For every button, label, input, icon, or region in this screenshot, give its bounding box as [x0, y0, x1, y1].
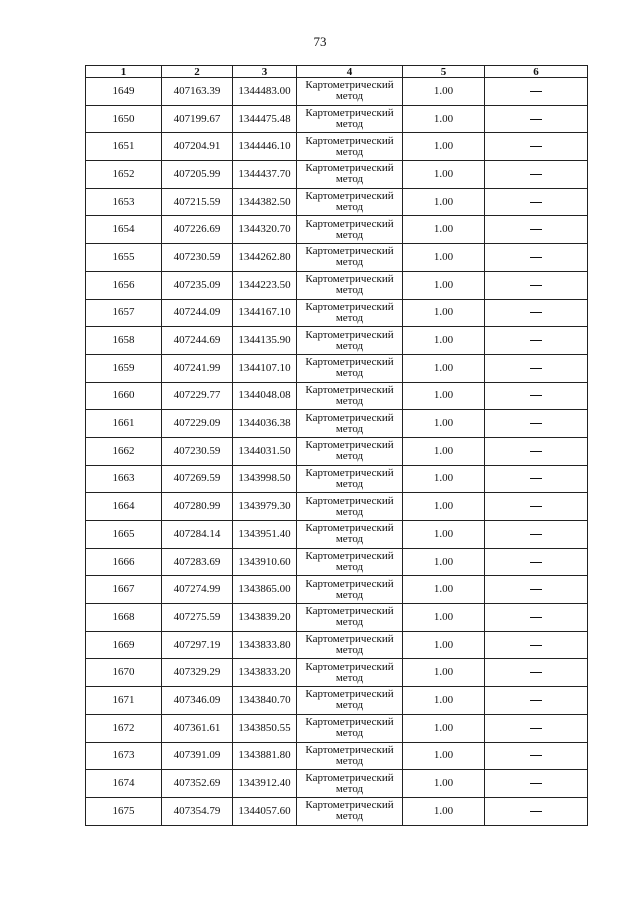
table-row	[86, 161, 588, 189]
method-line-1: Картометрический	[305, 162, 394, 175]
method-line-1: Картометрический	[305, 411, 394, 424]
description-cell	[485, 216, 588, 244]
dash-mark	[530, 395, 542, 396]
table-row	[86, 188, 588, 216]
description-cell	[485, 714, 588, 742]
method-line-2: метод	[335, 616, 364, 629]
point-number: 1650	[86, 105, 162, 133]
coordinate-x: 407230.59	[162, 244, 233, 272]
dash-mark	[530, 423, 542, 424]
coordinate-y: 1343998.50	[233, 465, 297, 493]
column-header-4: 4	[297, 66, 403, 78]
table-row	[86, 410, 588, 438]
point-number: 1652	[86, 161, 162, 189]
coordinate-y: 1343910.60	[233, 548, 297, 576]
method-cell	[297, 631, 403, 659]
coordinate-x: 407244.09	[162, 299, 233, 327]
method-cell	[297, 410, 403, 438]
point-number: 1675	[86, 797, 162, 825]
coordinate-x: 407280.99	[162, 493, 233, 521]
coordinate-x: 407244.69	[162, 327, 233, 355]
coordinate-y: 1344223.50	[233, 271, 297, 299]
method-line-1: Картометрический	[305, 688, 394, 701]
column-header-2: 2	[162, 66, 233, 78]
accuracy-value: 1.00	[403, 631, 485, 659]
accuracy-value: 1.00	[403, 216, 485, 244]
method-line-2: метод	[335, 644, 364, 657]
description-cell	[485, 631, 588, 659]
dash-mark	[530, 202, 542, 203]
method-line-1: Картометрический	[305, 522, 394, 535]
method-line-2: метод	[335, 450, 364, 463]
point-number: 1667	[86, 576, 162, 604]
coordinate-y: 1344057.60	[233, 797, 297, 825]
dash-mark	[530, 368, 542, 369]
dash-mark	[530, 229, 542, 230]
method-line-1: Картометрический	[305, 439, 394, 452]
coordinate-x: 407269.59	[162, 465, 233, 493]
accuracy-value: 1.00	[403, 770, 485, 798]
point-number: 1656	[86, 271, 162, 299]
point-number: 1672	[86, 714, 162, 742]
coordinate-y: 1344262.80	[233, 244, 297, 272]
point-number: 1661	[86, 410, 162, 438]
method-line-2: метод	[335, 284, 364, 297]
coordinate-x: 407163.39	[162, 78, 233, 106]
coordinate-x: 407275.59	[162, 604, 233, 632]
method-line-2: метод	[335, 754, 364, 767]
method-line-2: метод	[335, 727, 364, 740]
method-line-2: метод	[335, 533, 364, 546]
coordinate-x: 407274.99	[162, 576, 233, 604]
accuracy-value: 1.00	[403, 78, 485, 106]
dash-mark	[530, 811, 542, 812]
coordinate-y: 1343833.80	[233, 631, 297, 659]
method-line-1: Картометрический	[305, 300, 394, 313]
method-line-1: Картометрический	[305, 245, 394, 258]
point-number: 1669	[86, 631, 162, 659]
description-cell	[485, 604, 588, 632]
method-cell	[297, 105, 403, 133]
accuracy-value: 1.00	[403, 576, 485, 604]
description-cell	[485, 521, 588, 549]
point-number: 1671	[86, 687, 162, 715]
column-header-6: 6	[485, 66, 588, 78]
accuracy-value: 1.00	[403, 604, 485, 632]
coordinate-x: 407352.69	[162, 770, 233, 798]
table-row	[86, 493, 588, 521]
method-cell	[297, 521, 403, 549]
coordinate-y: 1343865.00	[233, 576, 297, 604]
method-cell	[297, 327, 403, 355]
method-line-1: Картометрический	[305, 743, 394, 756]
dash-mark	[530, 91, 542, 92]
table-row	[86, 327, 588, 355]
description-cell	[485, 576, 588, 604]
method-line-1: Картометрический	[305, 273, 394, 286]
dash-mark	[530, 119, 542, 120]
table-row	[86, 548, 588, 576]
description-cell	[485, 770, 588, 798]
accuracy-value: 1.00	[403, 797, 485, 825]
method-line-2: метод	[335, 339, 364, 352]
dash-mark	[530, 783, 542, 784]
table-row	[86, 216, 588, 244]
point-number: 1658	[86, 327, 162, 355]
accuracy-value: 1.00	[403, 161, 485, 189]
method-line-1: Картометрический	[305, 79, 394, 92]
coordinate-x: 407284.14	[162, 521, 233, 549]
accuracy-value: 1.00	[403, 244, 485, 272]
method-line-2: метод	[335, 201, 364, 214]
method-line-2: метод	[335, 311, 364, 324]
description-cell	[485, 133, 588, 161]
method-line-2: метод	[335, 367, 364, 380]
method-cell	[297, 604, 403, 632]
method-line-2: метод	[335, 505, 364, 518]
coordinate-x: 407235.09	[162, 271, 233, 299]
accuracy-value: 1.00	[403, 105, 485, 133]
description-cell	[485, 271, 588, 299]
description-cell	[485, 161, 588, 189]
method-cell	[297, 493, 403, 521]
accuracy-value: 1.00	[403, 714, 485, 742]
coordinate-x: 407226.69	[162, 216, 233, 244]
method-cell	[297, 742, 403, 770]
table-row	[86, 770, 588, 798]
point-number: 1663	[86, 465, 162, 493]
header-row	[86, 66, 588, 78]
coordinate-y: 1344446.10	[233, 133, 297, 161]
table-row	[86, 133, 588, 161]
point-number: 1655	[86, 244, 162, 272]
method-line-2: метод	[335, 699, 364, 712]
description-cell	[485, 548, 588, 576]
column-header-1: 1	[86, 66, 162, 78]
description-cell	[485, 465, 588, 493]
accuracy-value: 1.00	[403, 410, 485, 438]
accuracy-value: 1.00	[403, 687, 485, 715]
coordinate-y: 1343951.40	[233, 521, 297, 549]
description-cell	[485, 493, 588, 521]
coordinate-y: 1344048.08	[233, 382, 297, 410]
column-header-5: 5	[403, 66, 485, 78]
method-cell	[297, 382, 403, 410]
accuracy-value: 1.00	[403, 742, 485, 770]
coordinate-x: 407329.29	[162, 659, 233, 687]
method-line-1: Картометрический	[305, 217, 394, 230]
method-cell	[297, 271, 403, 299]
dash-mark	[530, 617, 542, 618]
table-row	[86, 521, 588, 549]
accuracy-value: 1.00	[403, 299, 485, 327]
coordinate-y: 1344320.70	[233, 216, 297, 244]
method-line-1: Картометрический	[305, 633, 394, 646]
method-cell	[297, 78, 403, 106]
coordinate-x: 407204.91	[162, 133, 233, 161]
coordinate-x: 407215.59	[162, 188, 233, 216]
method-line-1: Картометрический	[305, 466, 394, 479]
description-cell	[485, 687, 588, 715]
coordinate-x: 407205.99	[162, 161, 233, 189]
coordinate-x: 407354.79	[162, 797, 233, 825]
dash-mark	[530, 340, 542, 341]
method-line-2: метод	[335, 422, 364, 435]
dash-mark	[530, 257, 542, 258]
coordinate-x: 407283.69	[162, 548, 233, 576]
table-row	[86, 437, 588, 465]
method-line-1: Картометрический	[305, 771, 394, 784]
point-number: 1662	[86, 437, 162, 465]
method-line-2: метод	[335, 228, 364, 241]
table-row	[86, 604, 588, 632]
method-line-2: метод	[335, 145, 364, 158]
point-number: 1673	[86, 742, 162, 770]
coordinate-x: 407230.59	[162, 437, 233, 465]
coordinate-y: 1344031.50	[233, 437, 297, 465]
coordinate-y: 1344382.50	[233, 188, 297, 216]
column-header-3: 3	[233, 66, 297, 78]
table-row	[86, 576, 588, 604]
table-row	[86, 382, 588, 410]
dash-mark	[530, 645, 542, 646]
coordinate-y: 1343881.80	[233, 742, 297, 770]
point-number: 1664	[86, 493, 162, 521]
method-line-1: Картометрический	[305, 660, 394, 673]
description-cell	[485, 410, 588, 438]
description-cell	[485, 659, 588, 687]
method-line-1: Картометрический	[305, 328, 394, 341]
dash-mark	[530, 506, 542, 507]
method-cell	[297, 161, 403, 189]
point-number: 1651	[86, 133, 162, 161]
method-line-2: метод	[335, 173, 364, 186]
accuracy-value: 1.00	[403, 437, 485, 465]
accuracy-value: 1.00	[403, 465, 485, 493]
method-cell	[297, 770, 403, 798]
dash-mark	[530, 728, 542, 729]
description-cell	[485, 78, 588, 106]
table-row	[86, 78, 588, 106]
method-line-2: метод	[335, 782, 364, 795]
method-line-2: метод	[335, 256, 364, 269]
coordinate-y: 1344107.10	[233, 354, 297, 382]
dash-mark	[530, 174, 542, 175]
dash-mark	[530, 700, 542, 701]
coordinate-y: 1344167.10	[233, 299, 297, 327]
coordinate-x: 407229.09	[162, 410, 233, 438]
point-number: 1666	[86, 548, 162, 576]
dash-mark	[530, 451, 542, 452]
table-row	[86, 631, 588, 659]
table-row	[86, 465, 588, 493]
description-cell	[485, 105, 588, 133]
method-cell	[297, 687, 403, 715]
coordinate-y: 1343912.40	[233, 770, 297, 798]
description-cell	[485, 354, 588, 382]
accuracy-value: 1.00	[403, 354, 485, 382]
method-cell	[297, 797, 403, 825]
method-line-1: Картометрический	[305, 605, 394, 618]
point-number: 1649	[86, 78, 162, 106]
method-line-1: Картометрический	[305, 134, 394, 147]
accuracy-value: 1.00	[403, 133, 485, 161]
method-cell	[297, 548, 403, 576]
method-cell	[297, 188, 403, 216]
page-number: 73	[313, 34, 327, 49]
coordinate-y: 1343979.30	[233, 493, 297, 521]
table-row	[86, 105, 588, 133]
coordinate-y: 1344135.90	[233, 327, 297, 355]
method-cell	[297, 576, 403, 604]
method-line-1: Картометрический	[305, 799, 394, 812]
table-row	[86, 742, 588, 770]
description-cell	[485, 437, 588, 465]
table-body	[86, 78, 588, 826]
method-line-2: метод	[335, 90, 364, 103]
dash-mark	[530, 534, 542, 535]
accuracy-value: 1.00	[403, 659, 485, 687]
table-row	[86, 687, 588, 715]
description-cell	[485, 188, 588, 216]
method-line-2: метод	[335, 671, 364, 684]
dash-mark	[530, 146, 542, 147]
method-line-2: метод	[335, 561, 364, 574]
method-line-2: метод	[335, 810, 364, 823]
coordinate-x: 407297.19	[162, 631, 233, 659]
point-number: 1670	[86, 659, 162, 687]
description-cell	[485, 327, 588, 355]
dash-mark	[530, 672, 542, 673]
description-cell	[485, 382, 588, 410]
method-cell	[297, 465, 403, 493]
point-number: 1654	[86, 216, 162, 244]
table-row	[86, 659, 588, 687]
method-cell	[297, 714, 403, 742]
dash-mark	[530, 589, 542, 590]
dash-mark	[530, 478, 542, 479]
accuracy-value: 1.00	[403, 327, 485, 355]
method-cell	[297, 133, 403, 161]
coordinate-y: 1343839.20	[233, 604, 297, 632]
coordinate-x: 407346.09	[162, 687, 233, 715]
coordinates-table	[85, 65, 588, 826]
description-cell	[485, 742, 588, 770]
coordinate-y: 1343850.55	[233, 714, 297, 742]
coordinate-x: 407391.09	[162, 742, 233, 770]
coordinate-x: 407199.67	[162, 105, 233, 133]
dash-mark	[530, 285, 542, 286]
point-number: 1657	[86, 299, 162, 327]
description-cell	[485, 244, 588, 272]
table-row	[86, 299, 588, 327]
method-cell	[297, 244, 403, 272]
method-cell	[297, 216, 403, 244]
point-number: 1665	[86, 521, 162, 549]
method-line-2: метод	[335, 394, 364, 407]
description-cell	[485, 797, 588, 825]
accuracy-value: 1.00	[403, 382, 485, 410]
accuracy-value: 1.00	[403, 188, 485, 216]
coordinate-x: 407361.61	[162, 714, 233, 742]
table-row	[86, 714, 588, 742]
point-number: 1668	[86, 604, 162, 632]
method-cell	[297, 299, 403, 327]
method-line-1: Картометрический	[305, 550, 394, 563]
coordinate-x: 407229.77	[162, 382, 233, 410]
method-line-2: метод	[335, 118, 364, 131]
method-line-1: Картометрический	[305, 577, 394, 590]
table-row	[86, 354, 588, 382]
table-row	[86, 271, 588, 299]
coordinate-y: 1344036.38	[233, 410, 297, 438]
method-line-1: Картометрический	[305, 190, 394, 203]
coordinate-y: 1343833.20	[233, 659, 297, 687]
method-line-2: метод	[335, 588, 364, 601]
point-number: 1659	[86, 354, 162, 382]
dash-mark	[530, 755, 542, 756]
method-line-2: метод	[335, 477, 364, 490]
coordinate-x: 407241.99	[162, 354, 233, 382]
method-line-1: Картометрический	[305, 383, 394, 396]
point-number: 1653	[86, 188, 162, 216]
coordinate-y: 1343840.70	[233, 687, 297, 715]
accuracy-value: 1.00	[403, 493, 485, 521]
method-line-1: Картометрический	[305, 494, 394, 507]
method-cell	[297, 437, 403, 465]
method-line-1: Картометрический	[305, 716, 394, 729]
accuracy-value: 1.00	[403, 548, 485, 576]
coordinate-y: 1344437.70	[233, 161, 297, 189]
method-cell	[297, 659, 403, 687]
table-row	[86, 797, 588, 825]
method-line-1: Картометрический	[305, 107, 394, 120]
dash-mark	[530, 312, 542, 313]
dash-mark	[530, 562, 542, 563]
table-row	[86, 244, 588, 272]
coordinate-y: 1344475.48	[233, 105, 297, 133]
method-cell	[297, 354, 403, 382]
accuracy-value: 1.00	[403, 521, 485, 549]
point-number: 1674	[86, 770, 162, 798]
method-line-1: Картометрический	[305, 356, 394, 369]
coordinate-y: 1344483.00	[233, 78, 297, 106]
point-number: 1660	[86, 382, 162, 410]
description-cell	[485, 299, 588, 327]
accuracy-value: 1.00	[403, 271, 485, 299]
